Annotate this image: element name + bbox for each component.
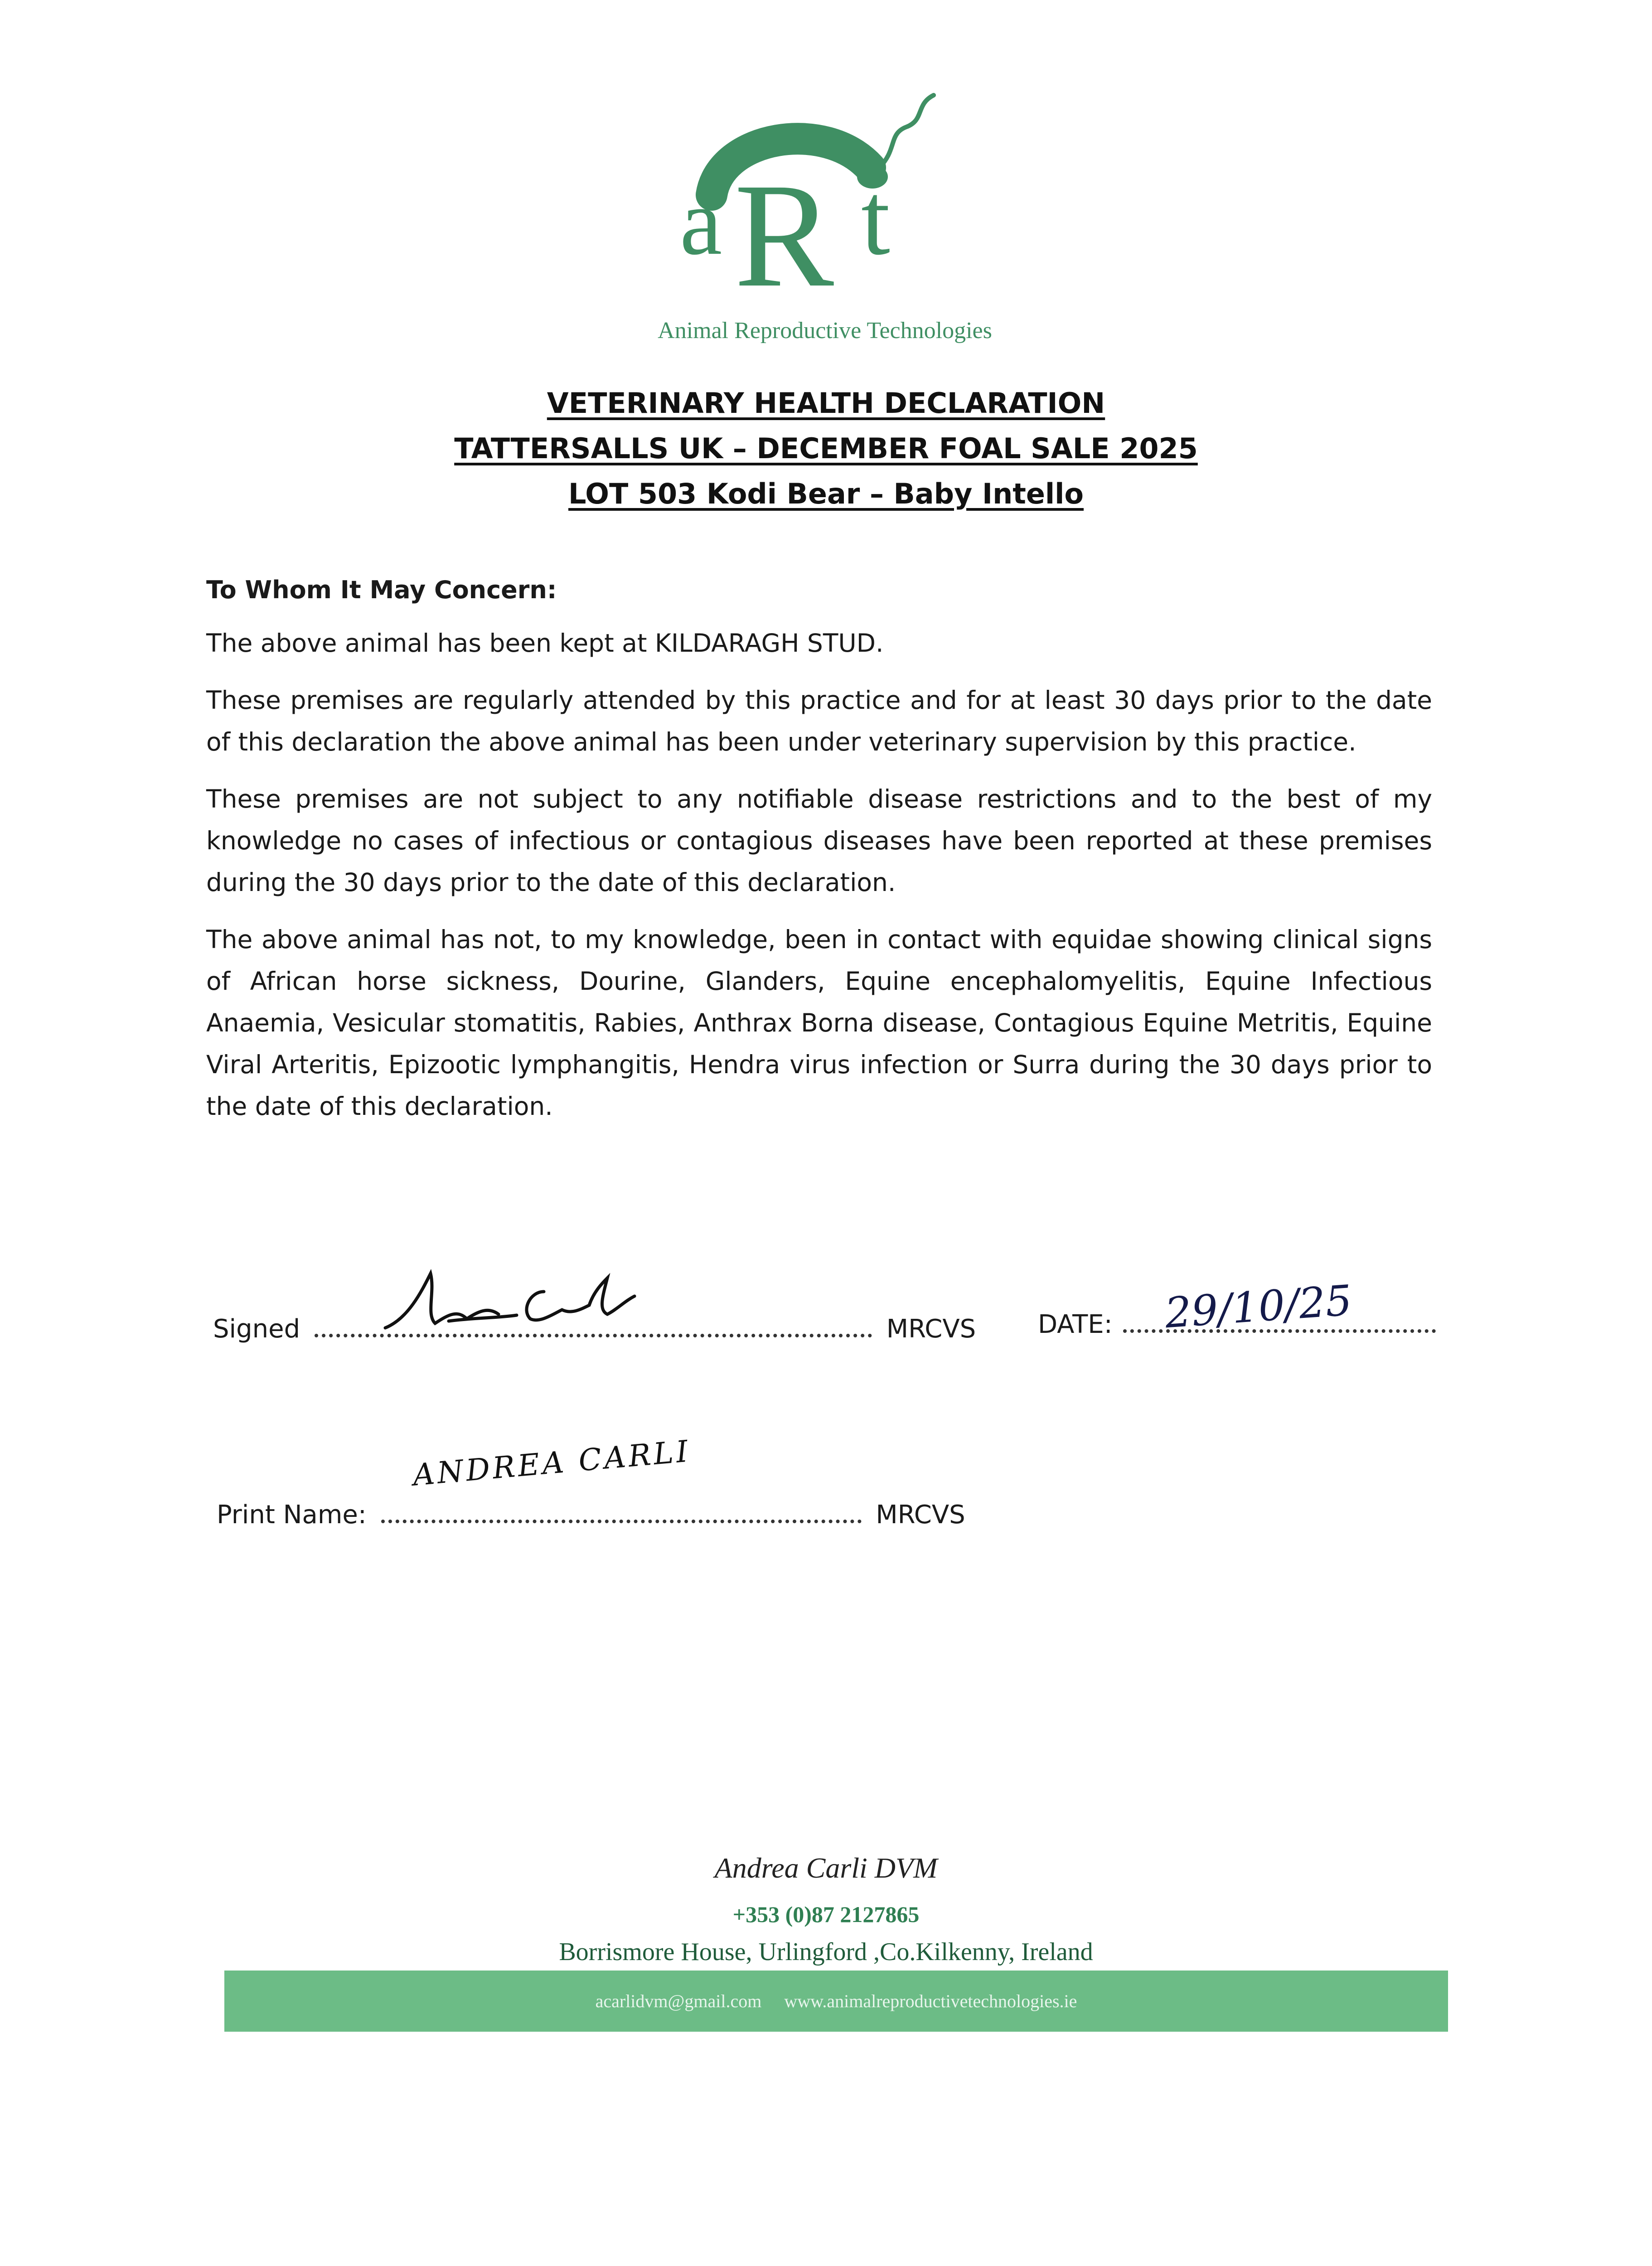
signed-label: Signed (213, 1314, 300, 1344)
logo-letter-t: t (861, 161, 890, 276)
date-handwritten: 29/10/25 (1163, 1276, 1354, 1338)
paragraph-premises: The above animal has been kept at KILDARAGH STUD. (206, 629, 884, 658)
print-name-handwritten: ANDREA CARLI (411, 1433, 692, 1493)
heading-title: VETERINARY HEALTH DECLARATION (547, 387, 1105, 420)
date-label: DATE: (1038, 1310, 1113, 1339)
logo-tagline: Animal Reproductive Technologies (658, 318, 992, 344)
logo-letter-a: a (680, 169, 722, 275)
document-headings (0, 381, 1652, 517)
paragraph-supervision: These premises are regularly attended by this practice and for at least 30 days prior to the date of this declaration the above animal has been under veterinary supervision by this practice. (206, 686, 1432, 756)
salutation: To Whom It May Concern: (206, 576, 557, 604)
footer-email[interactable]: acarlidvm@gmail.com (595, 1991, 762, 2011)
footer-address: Borrismore House, Urlingford ,Co.Kilkenny, Ireland (559, 1938, 1093, 1966)
company-logo (625, 91, 1024, 358)
signed-suffix: MRCVS (886, 1314, 976, 1344)
heading-sale: TATTERSALLS UK – DECEMBER FOAL SALE 2025 (454, 432, 1198, 465)
footer-phone: +353 (0)87 2127865 (732, 1902, 920, 1927)
print-name-suffix: MRCVS (876, 1500, 965, 1530)
print-name-label: Print Name: (217, 1500, 367, 1530)
footer-website[interactable]: www.animalreproductivetechnologies.ie (784, 1991, 1077, 2011)
footer-contact-bar (224, 1971, 1448, 2032)
paragraph-restrictions: These premises are not subject to any notifiable disease restrictions and to the best of my knowledge no cases of infectious or contagious diseases have been reported at these premises during the 30 days prior to the date of this declaration. (206, 784, 1432, 897)
footer-vet-name: Andrea Carli DVM (714, 1852, 938, 1884)
print-name-line (217, 1500, 965, 1530)
handwritten-signature (381, 1264, 698, 1341)
declaration-body (206, 576, 1432, 1143)
logo-letter-r: R (734, 153, 834, 318)
print-name-dotted-line (381, 1515, 862, 1523)
art-logo-mark (644, 91, 1015, 326)
heading-lot: LOT 503 Kodi Bear – Baby Intello (568, 477, 1084, 510)
paragraph-diseases: The above animal has not, to my knowledge, been in contact with equidae showing clinical signs of African horse sickness, Dourine, Glanders, Equine encephalomyelitis, Equine Infectious Anaemia, Vesicular stomatitis, Rabies, Anthrax Borna disease, Contagious Equine Metritis, Equine Viral Arteritis, Epizootic lymphangitis, Hendra virus infection or Surra during the 30 days prior to the date of this declaration. (206, 925, 1432, 1121)
